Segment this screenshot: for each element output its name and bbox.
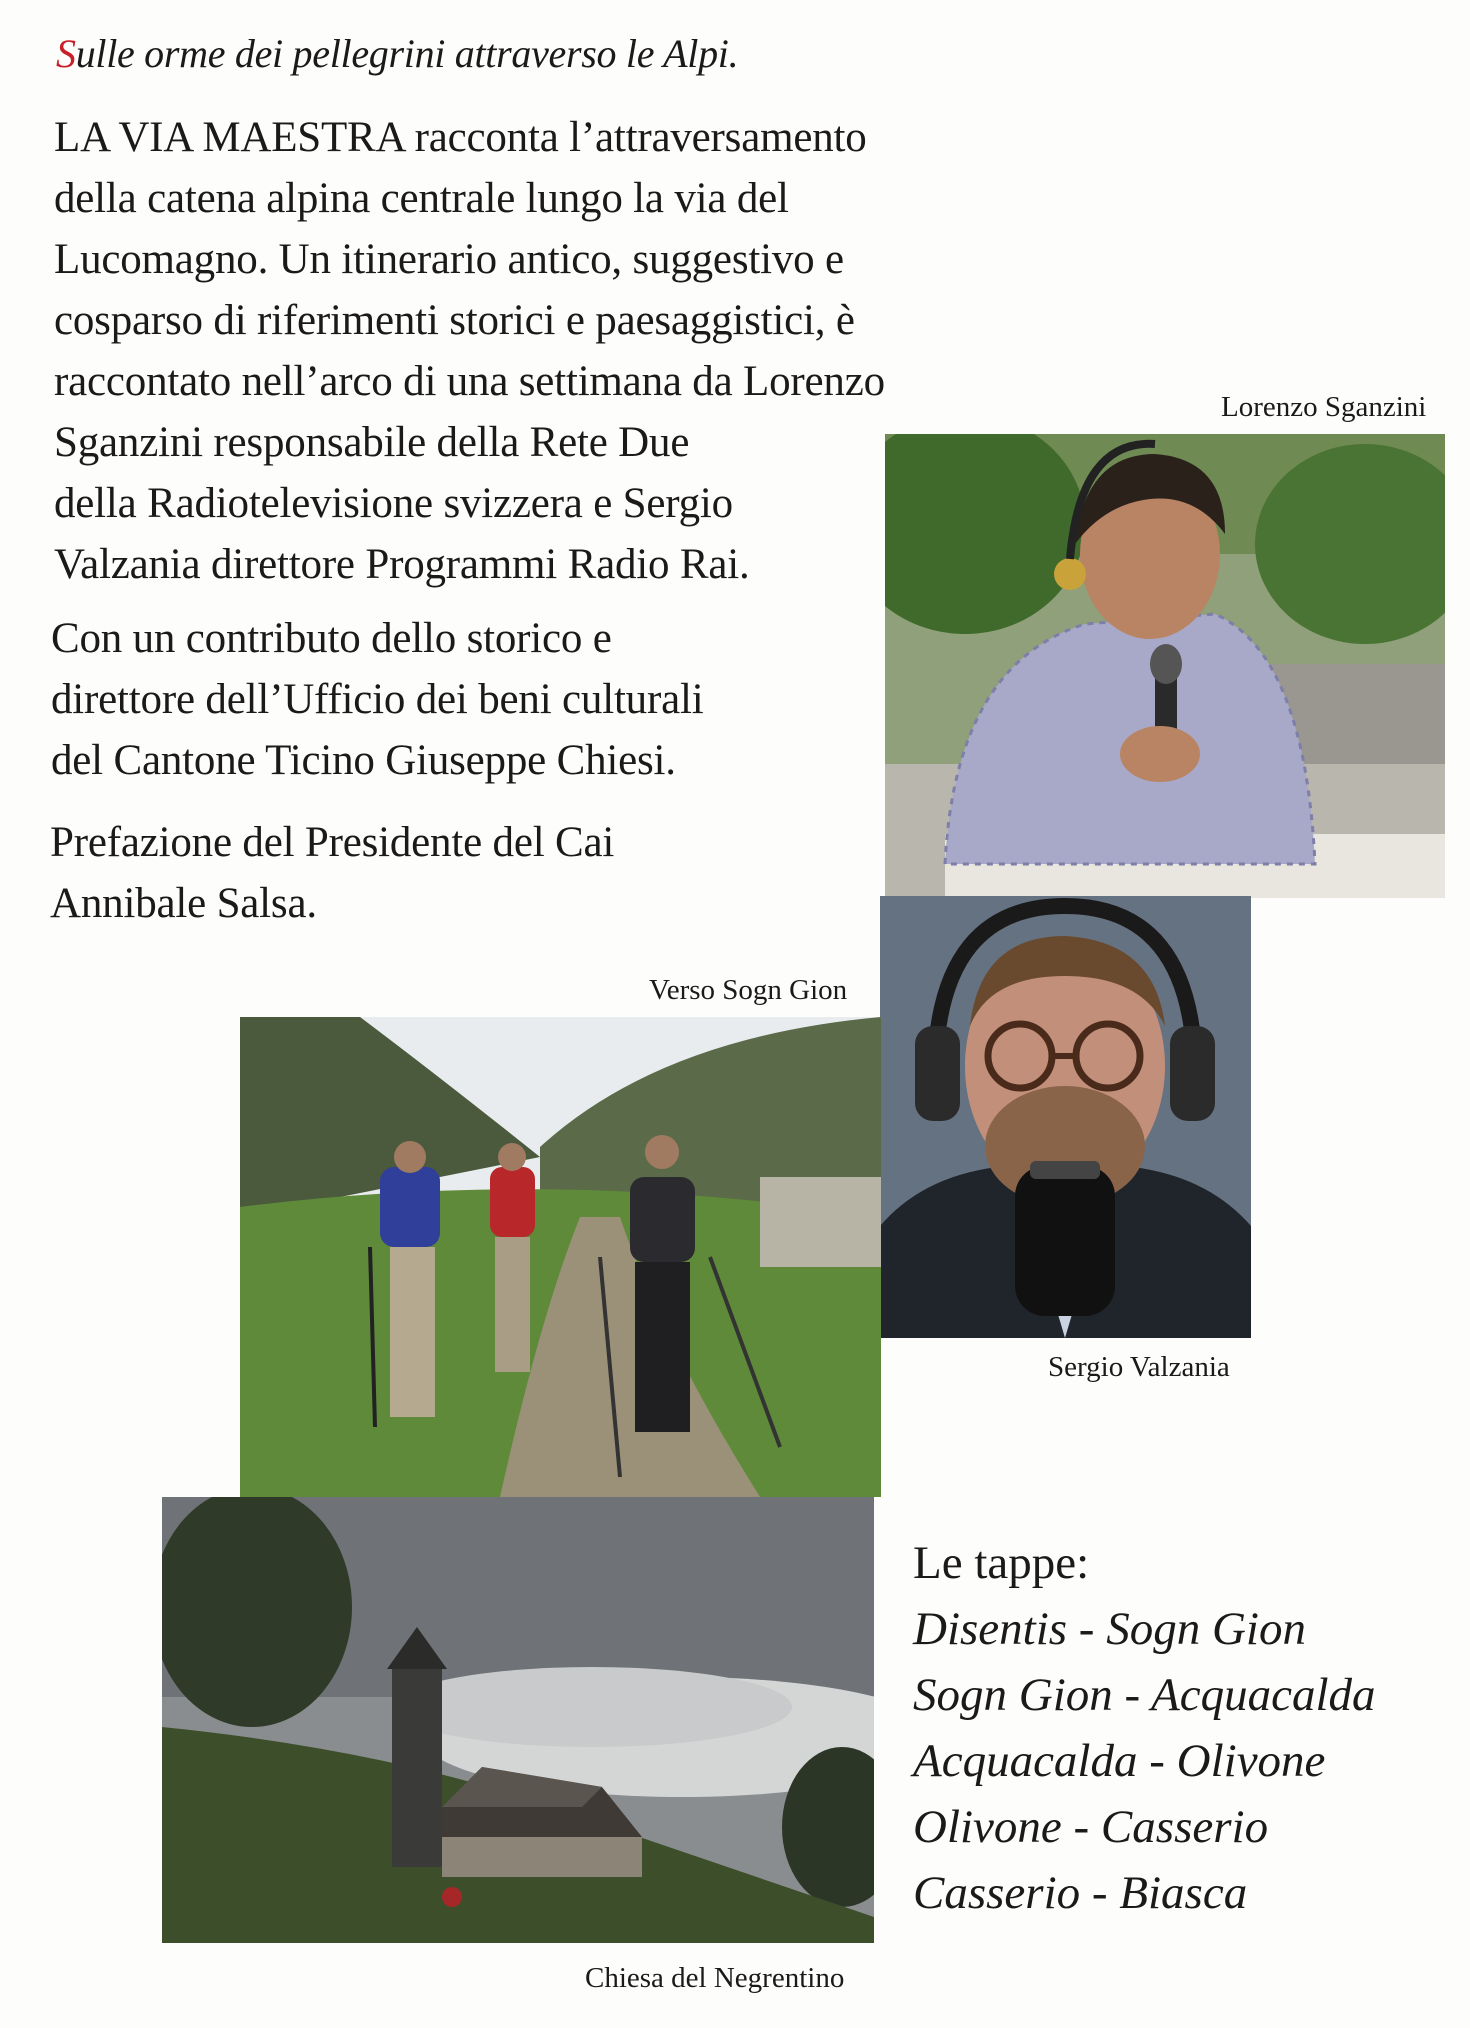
intro-line: LA VIA MAESTRA racconta l’attraversamento — [54, 114, 867, 161]
intro-line: Valzania direttore Programmi Radio Rai. — [54, 541, 750, 588]
intro-line: Lucomagno. Un itinerario antico, suggestivo e — [54, 236, 844, 283]
intro-line: Sganzini responsabile della Rete Due — [54, 419, 690, 466]
caption-sergio-valzania: Sergio Valzania — [1048, 1351, 1230, 1383]
tappe-stage: Olivone - Casserio — [913, 1801, 1269, 1853]
tappe-stage: Sogn Gion - Acquacalda — [913, 1669, 1376, 1721]
preface-line: Annibale Salsa. — [50, 880, 317, 927]
tappe-list — [913, 1530, 1376, 1926]
subtitle-text: ulle orme dei pellegrini attraverso le Alpi. — [75, 31, 739, 76]
subtitle-initial: S — [56, 31, 76, 76]
photo-verso-sogn-gion — [240, 1017, 881, 1497]
preface-paragraph — [50, 812, 614, 934]
preface-line: Prefazione del Presidente del Cai — [50, 819, 615, 866]
contribution-line: Con un contributo dello storico e — [51, 615, 612, 662]
contribution-paragraph — [51, 608, 703, 791]
intro-line: della Radiotelevisione svizzera e Sergio — [54, 480, 733, 527]
intro-line: raccontato nell’arco di una settimana da Lorenzo — [54, 358, 885, 405]
intro-line: della catena alpina centrale lungo la via del — [54, 175, 789, 222]
photo-sergio-valzania — [880, 896, 1251, 1338]
caption-chiesa-del-negrentino: Chiesa del Negrentino — [585, 1962, 845, 1994]
subtitle — [56, 30, 738, 77]
intro-paragraph — [54, 107, 885, 595]
tappe-heading: Le tappe: — [913, 1537, 1090, 1589]
contribution-line: direttore dell’Ufficio dei beni culturali — [51, 676, 704, 723]
contribution-line: del Cantone Ticino Giuseppe Chiesi. — [51, 737, 676, 784]
photo-chiesa-del-negrentino — [162, 1497, 874, 1943]
caption-lorenzo-sganzini: Lorenzo Sganzini — [1221, 391, 1427, 423]
tappe-stage: Acquacalda - Olivone — [913, 1735, 1326, 1787]
tappe-stage: Disentis - Sogn Gion — [913, 1603, 1306, 1655]
photo-lorenzo-sganzini — [885, 434, 1445, 898]
intro-line: cosparso di riferimenti storici e paesaggistici, è — [54, 297, 855, 344]
caption-verso-sogn-gion: Verso Sogn Gion — [649, 974, 848, 1006]
tappe-stage: Casserio - Biasca — [913, 1867, 1248, 1919]
